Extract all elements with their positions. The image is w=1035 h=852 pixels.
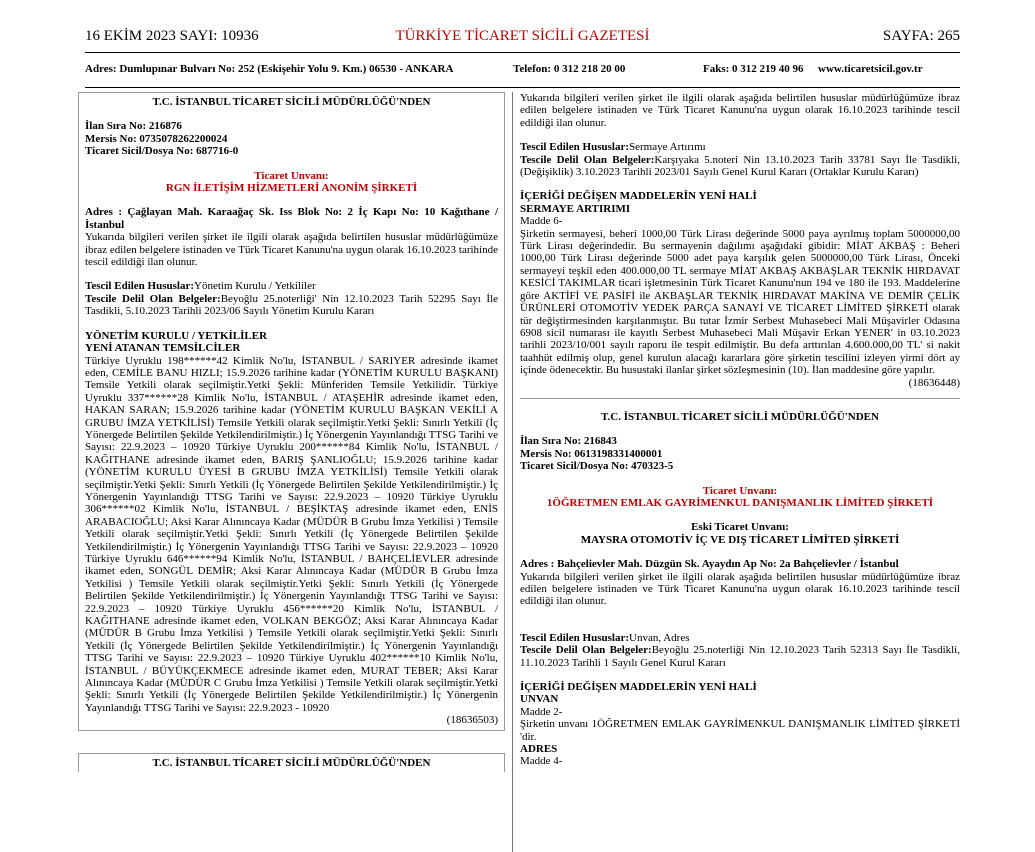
- announcement-next: [78, 753, 505, 772]
- reference-number: (18636448): [908, 376, 960, 389]
- postal-address: Adres: Dumlupınar Bulvarı No: 252 (Eskişehir Yolu 9. Km.) 06530 - ANKARA: [85, 63, 454, 75]
- office-heading: T.C. İSTANBUL TİCARET SİCİLİ MÜDÜRLÜĞÜ'NDEN: [152, 96, 431, 108]
- intro-text: Yukarıda bilgileri verilen şirket ile ilgili olarak aşağıda belirtilen hususlar müdürlüğümüze ibraz edilen belgelere istinaden ve Türk Ticaret Kanunu'na uygun olarak 16.10.2023 tarihinde tescil edildiği ilan olunur.: [85, 231, 498, 269]
- header-divider-bottom: [85, 87, 960, 88]
- article-number: Madde 6-: [520, 215, 563, 228]
- registered-matters: Tescil Edilen Hususlar:Sermaye Artırımı: [520, 141, 706, 154]
- company-address: Adres : Bahçelievler Mah. Düzgün Sk. Ayaydın Ap No: 2a Bahçelievler / İstanbul: [520, 558, 899, 571]
- company-address: Adres : Çağlayan Mah. Karaağaç Sk. Iss Blok No: 2 İç Kapı No: 10 Kağıthane / İstanbul: [85, 206, 498, 231]
- reference-number: (18636503): [446, 714, 498, 727]
- page-number: SAYFA: 265: [882, 28, 960, 44]
- office-heading: T.C. İSTANBUL TİCARET SİCİLİ MÜDÜRLÜĞÜ'NDEN: [601, 410, 879, 423]
- company-title: RGN İLETİŞİM HİZMETLERİ ANONİM ŞİRKETİ: [165, 182, 418, 195]
- intro-text: Yukarıda bilgileri verilen şirket ile ilgili olarak aşağıda belirtilen hususlar müdürlüğümüze ibraz edilen belgelere istinaden ve Türk Ticaret Kanunu'na uygun olarak 16.10.2023 tarihinde tescil edildiği ilan olunur.: [520, 92, 960, 129]
- section-title: YÖNETİM KURULU / YETKİLİLER: [85, 329, 268, 342]
- left-column: [78, 92, 505, 772]
- registered-matters: Tescil Edilen Hususlar:Yönetim Kurulu / Yetkililer: [85, 280, 316, 293]
- unvan-body: Şirketin unvanı 1ÖĞRETMEN EMLAK GAYRİMENKUL DANIŞMANLIK LİMİTED ŞİRKETİ 'dir.: [520, 718, 960, 743]
- section-title: İÇERİĞİ DEĞİŞEN MADDELERİN YENİ HALİ: [520, 190, 757, 203]
- adres-heading: ADRES: [520, 743, 558, 756]
- article-number: Madde 4-: [520, 755, 563, 768]
- evidence-documents: Tescile Delil Olan Belgeler:Karşıyaka 5.noteri Nin 13.10.2023 Tarih 33781 Sayı İle Tasdikli, (Değişiklik) 3.10.2023 Tarihli 2023/01 Sayılı Genel Kurul Kararı (Ortaklar Kurulu Kararı): [520, 153, 960, 179]
- right-column: [520, 92, 960, 768]
- section-body: Türkiye Uyruklu 198******42 Kimlik No'lu, İSTANBUL / SARIYER adresinde ikamet eden, CEMİLE BANU HIZLI; 15.9.2026 tarihine kadar (YÖNETİM KURULU BAŞKANI) Temsile Yetkili olarak seçilmiştir.Yetki Şekli: Münferiden Temsile Yetkilidir. Türkiye Uyruklu 337******28 Kimlik No'lu, İSTANBUL / ATAŞEHİR adresinde ikamet eden, HAKAN SARAN; 15.9.2026 tarihine kadar (YÖNETİM KURULU BAŞKAN VEKİLİ A GRUBU İMZA YETKİLİSİ) Temsile Yetkili olarak seçilmiştir.Yetki Şekli: Sınırlı Yetkili (İç Yönergede Belirtilen Şekilde Yetkilendirilmiştir.) İç Yönergenin Yayınlandığı TTSG Tarihi ve Sayısı: 22.9.2023 – 10920 Türkiye Uyruklu 200******84 Kimlik No'lu, İSTANBUL / KAĞITHANE adresinde ikamet eden, BARIŞ ŞANLIOĞLU; 15.9.2026 tarihine kadar (YÖNETİM KURULU ÜYESİ B GRUBU İMZA YETKİLİSİ) Temsile Yetkili olarak seçilmiştir.Yetki Şekli: Sınırlı Yetkili (İç Yönergede Belirtilen Şekilde Yetkilendirilmiştir.) İç Yönergenin Yayınlandığı TTSG Tarihi ve Sayısı: 22.9.2023 – 10920 Türkiye Uyruklu 306******02 Kimlik No'lu, İSTANBUL / BEŞİKTAŞ adresinde ikamet eden, ENİS ARABACIOĞLU; Aksi Karar Alınıncaya Kadar (MÜDÜR B Grubu İmza Yetkilisi ) Temsile Yetkili olarak seçilmiştir.Yetki Şekli: Sınırlı Yetkili (İç Yönergede Belirtilen Şekilde Yetkilendirilmiştir.) İç Yönergenin Yayınlandığı TTSG Tarihi ve Sayısı: 22.9.2023 – 10920 Türkiye Uyruklu 646******94 Kimlik No'lu, İSTANBUL / BAHÇELİEVLER adresinde ikamet eden, SONGÜL DEMİR; Aksi Karar Alınıncaya Kadar (MÜDÜR B Grubu İmza Yetkilisi ) Temsile Yetkili olarak seçilmiştir.Yetki Şekli: Sınırlı Yetkili (İç Yönergede Belirtilen Şekilde Yetkilendirilmiştir.) İç Yönergenin Yayınlandığı TTSG Tarihi ve Sayısı: 22.9.2023 – 10920 Türkiye Uyruklu 456******20 Kimlik No'lu, İSTANBUL / KAĞITHANE adresinde ikamet eden, VOLKAN BEKGÖZ; Aksi Karar Alınıncaya Kadar (MÜDÜR B Grubu İmza Yetkilisi ) Temsile Yetkili olarak seçilmiştir.Yetki Şekli: Sınırlı Yetkili (İç Yönergede Belirtilen Şekilde Yetkilendirilmiştir.) İç Yönergenin Yayınlandığı TTSG Tarihi ve Sayısı: 22.9.2023 – 10920 Türkiye Uyruklu 402******10 Kimlik No'lu, İSTANBUL / BÜYÜKÇEKMECE adresinde ikamet eden, MURAT TEBER; Aksi Karar Alınıncaya Kadar (MÜDÜR C Grubu İmza Yetkilisi ) Temsile Yetkili olarak seçilmiştir.Yetki Şekli: Sınırlı Yetkili (İç Yönergede Belirtilen Şekilde Yetkilendirilmiştir.) İç Yönergenin Yayınlandığı TTSG Tarihi ve Sayısı: 22.9.2023 - 10920: [85, 354, 498, 714]
- ilan-no: İlan Sıra No: 216843: [520, 435, 617, 448]
- contact-bar: [85, 63, 960, 79]
- mersis-no: Mersis No: 0613198331400001: [520, 447, 663, 460]
- evidence-documents: Tescile Delil Olan Belgeler:Beyoğlu 25.noterliği Nin 12.10.2023 Tarih 52313 Sayı İle Tasdikli, 11.10.2023 Tarihli 1 Sayılı Genel Kurul Kararı: [520, 644, 960, 669]
- former-company-title: MAYSRA OTOMOTİV İÇ VE DIŞ TİCARET LİMİTED ŞİRKETİ: [580, 533, 900, 546]
- section-title: İÇERİĞİ DEĞİŞEN MADDELERİN YENİ HALİ: [520, 681, 757, 694]
- section-body: Şirketin sermayesi, beheri 1000,00 Türk Lirası değerinde 5000 paya ayrılmış toplam 5000000,00 Türk Lirası değerindedir. Bu sermayenin dağılımı aşağıdaki gibidir: MİAT AKBAŞ : Beheri 1000,00 Türk Lirası değerinde 5000 adet paya karşılık gelen 5000000,00 Türk Lirası, Önceki sermayeyi teşkil eden 400.000,00 TL sermaye MİAT AKBAŞ AKBAŞLAR TEKNİK HIRDAVAT KESİCİ TAKIMLAR ticari işletmesinin Türk Ticaret Kanunu'nun 194 ve 180 ile 193. Maddelerine göre AKTİFİ VE PASİFİ ile AKBAŞLAR TEKNİK HIRDAVAT MAKİNA VE DEMİR ÇELİK ÜRÜNLERİ OTOMOTİV YEDEK PARÇA SANAYİ VE TİCARET LİMİTED ŞİRKETİ olarak tür değiştirmesinden karşılanmıştır. Bu tutar İzmir Serbest Muhasebeci Mali Müşavirler Odasına 6908 sicil numarası ile kayıtlı Serbest Muhasebeci Mali Müşavir Erkan YENER' in 03.10.2023 tarihli 2023/10/001 sayılı raporu ile tespit edilmiştir. Bu defa arttırılan 4.600.000,00 TL' si nakit taahhüt edilmiş olup, genel kurulun alacağı kararlara göre şirketin tescilini izleyen yirmi dört ay içinde ödenecektir. Bu husustaki ilanlar şirket sözleşmesinin (10). İlan maddesine göre yapılır.: [520, 227, 960, 377]
- phone: Telefon: 0 312 218 20 00: [513, 63, 626, 75]
- gazette-title: TÜRKİYE TİCARET SİCİLİ GAZETESİ: [395, 28, 650, 44]
- column-divider: [512, 92, 513, 852]
- article-number: Madde 2-: [520, 705, 563, 718]
- evidence-documents: Tescile Delil Olan Belgeler:Beyoğlu 25.noterliği' Nin 12.10.2023 Tarih 52295 Sayı İle Tasdikli, 5.10.2023 Tarihli 2023/06 Sayılı Yönetim Kurulu Kararı: [85, 292, 499, 318]
- header-divider: [85, 52, 960, 53]
- unvan-label: Ticaret Unvanı:: [702, 484, 778, 497]
- unvan-heading: UNVAN: [520, 693, 559, 706]
- announcement-continued: [520, 92, 960, 389]
- sicil-no: Ticaret Sicil/Dosya No: 470323-5: [520, 460, 674, 473]
- former-title-label: Eski Ticaret Unvanı:: [691, 521, 789, 534]
- announcement-216843: [520, 399, 960, 768]
- fax: Faks: 0 312 219 40 96: [703, 63, 804, 75]
- mersis-no: Mersis No: 0735078262200024: [85, 132, 228, 145]
- gazette-header: [85, 28, 960, 50]
- ilan-no: İlan Sıra No: 216876: [85, 120, 182, 133]
- company-title: 1ÖĞRETMEN EMLAK GAYRİMENKUL DANIŞMANLIK LİMİTED ŞİRKETİ: [546, 496, 934, 509]
- unvan-label: Ticaret Unvanı:: [254, 169, 329, 182]
- registered-matters: Tescil Edilen Hususlar:Unvan, Adres: [520, 631, 690, 644]
- office-heading: T.C. İSTANBUL TİCARET SİCİLİ MÜDÜRLÜĞÜ'NDEN: [152, 756, 431, 769]
- website-link[interactable]: www.ticaretsicil.gov.tr: [818, 63, 923, 75]
- section-subtitle: YENİ ATANAN TEMSİLCİLER: [85, 342, 241, 355]
- section-subtitle: SERMAYE ARTIRIMI: [520, 202, 631, 215]
- issue-date: 16 EKİM 2023 SAYI: 10936: [85, 28, 259, 44]
- sicil-no: Ticaret Sicil/Dosya No: 687716-0: [85, 145, 239, 158]
- intro-text: Yukarıda bilgileri verilen şirket ile ilgili olarak aşağıda belirtilen hususlar müdürlüğümüze ibraz edilen belgelere istinaden ve Türk Ticaret Kanunu'na uygun olarak 16.10.2023 tarihinde tescil edildiği ilan olunur.: [520, 570, 960, 608]
- announcement-216876: [78, 92, 505, 731]
